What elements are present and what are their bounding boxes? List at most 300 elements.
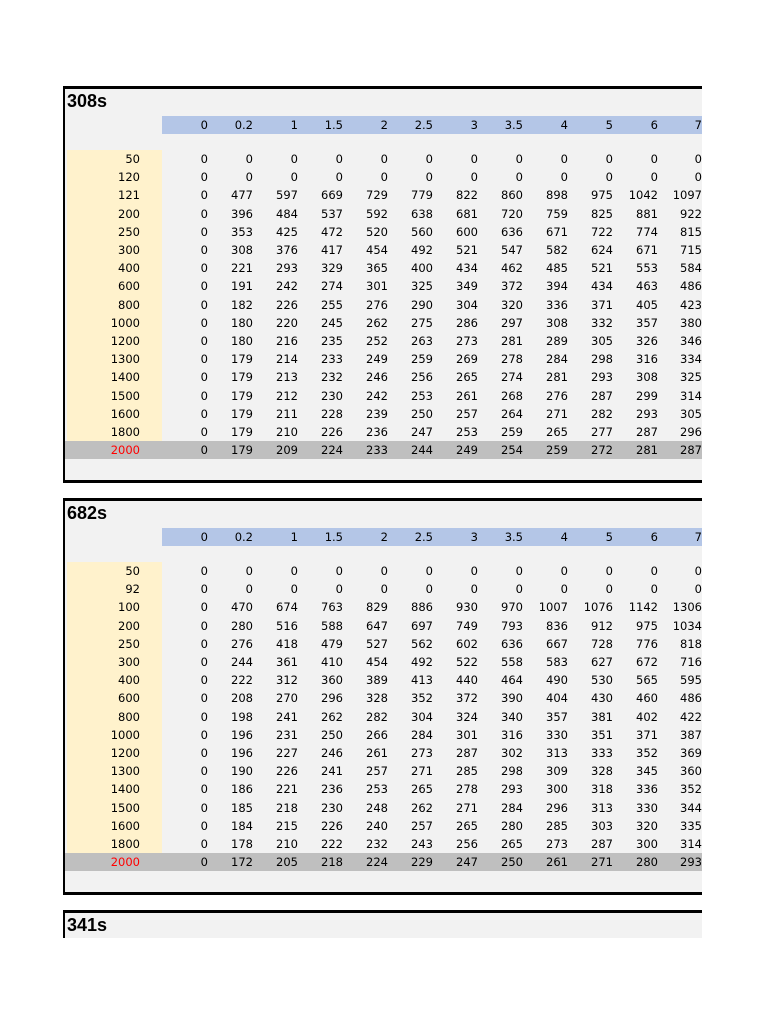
table-cell: 208 (231, 691, 253, 706)
table-cell: 252 (366, 334, 388, 348)
table-cell: 314 (680, 837, 702, 851)
table-cell: 627 (591, 655, 613, 669)
row-label: 600 (118, 691, 140, 706)
column-header: 5 (605, 118, 613, 132)
table-cell: 282 (591, 406, 613, 421)
table-cell: 265 (501, 837, 523, 851)
table-cell: 0 (425, 582, 433, 597)
table-cell: 0 (694, 170, 702, 185)
table-cell: 285 (456, 764, 478, 779)
table-cell: 460 (636, 691, 658, 706)
row-label: 250 (118, 636, 140, 651)
table-cell: 352 (636, 746, 658, 760)
table-cell: 477 (231, 188, 253, 203)
row-label: 300 (118, 655, 140, 669)
table-cell: 179 (231, 370, 253, 385)
table-cell: 0 (650, 582, 658, 597)
table-cell: 0 (200, 618, 208, 633)
table-cell: 376 (276, 243, 298, 257)
table-cell: 881 (636, 206, 658, 221)
table-cell: 293 (680, 855, 702, 870)
table-cell: 349 (456, 279, 478, 294)
table-cell: 239 (366, 406, 388, 421)
table-cell: 316 (636, 352, 658, 367)
table-cell: 0 (650, 170, 658, 185)
column-header: 7 (694, 530, 702, 544)
table-cell: 271 (546, 406, 568, 421)
table-cell: 0 (200, 406, 208, 421)
table-cell: 308 (636, 370, 658, 385)
table-cell: 0 (335, 152, 343, 166)
table-cell: 516 (276, 618, 298, 633)
table-cell: 230 (321, 800, 343, 815)
row-label: 1300 (110, 764, 140, 779)
column-header: 3.5 (504, 530, 523, 544)
block-title: 682s (67, 503, 108, 523)
table-cell: 301 (366, 279, 388, 294)
table-cell: 289 (546, 334, 568, 348)
table-cell: 304 (456, 297, 478, 312)
table-cell: 636 (501, 636, 523, 651)
table-cell: 352 (680, 782, 702, 797)
row-label: 1600 (110, 406, 140, 421)
table-cell: 464 (501, 673, 523, 688)
table-cell: 276 (231, 636, 253, 651)
block-title: 341s (67, 915, 108, 935)
table-cell: 196 (231, 746, 253, 760)
table-cell: 312 (276, 673, 298, 688)
table-cell: 0 (650, 564, 658, 578)
table-cell: 255 (321, 297, 343, 312)
row-label: 1200 (110, 334, 140, 348)
row-label: 1400 (110, 782, 140, 797)
table-cell: 521 (591, 261, 613, 276)
table-cell: 179 (231, 425, 253, 439)
table-cell: 0 (515, 170, 523, 185)
table-cell: 975 (636, 618, 658, 633)
table-cell: 822 (456, 188, 478, 203)
table-cell: 0 (200, 636, 208, 651)
table-cell: 191 (231, 279, 253, 294)
table-cell: 602 (456, 636, 478, 651)
table-cell: 205 (276, 855, 298, 870)
table-cell: 272 (591, 443, 613, 458)
table-cell: 729 (366, 188, 388, 203)
table-cell: 394 (546, 279, 568, 294)
table-cell: 361 (276, 655, 298, 669)
table-cell: 492 (411, 243, 433, 257)
table-cell: 273 (546, 837, 568, 851)
column-header: 0 (200, 118, 208, 132)
table-cell: 588 (321, 618, 343, 633)
table-cell: 329 (321, 261, 343, 276)
table-cell: 198 (231, 709, 253, 724)
table-cell: 600 (456, 224, 478, 239)
table-cell: 287 (636, 425, 658, 439)
table-cell: 583 (546, 655, 568, 669)
table-cell: 829 (366, 600, 388, 615)
table-cell: 0 (335, 170, 343, 185)
table-cell: 326 (636, 334, 658, 348)
table-cell: 330 (636, 800, 658, 815)
table-cell: 226 (276, 764, 298, 779)
table-cell: 308 (546, 315, 568, 330)
table-cell: 179 (231, 352, 253, 367)
table-cell: 0 (200, 855, 208, 870)
table-cell: 860 (501, 188, 523, 203)
table-cell: 597 (276, 188, 298, 203)
table-cell: 521 (456, 243, 478, 257)
table-cell: 922 (680, 206, 702, 221)
row-label: 121 (118, 188, 140, 203)
row-label: 1200 (110, 746, 140, 760)
column-header: 0.2 (234, 118, 253, 132)
table-cell: 278 (501, 352, 523, 367)
row-label: 1500 (110, 388, 140, 403)
table-cell: 254 (501, 443, 523, 458)
row-label: 1800 (110, 837, 140, 851)
table-cell: 0 (200, 655, 208, 669)
table-cell: 0 (560, 582, 568, 597)
table-cell: 179 (231, 443, 253, 458)
table-cell: 0 (425, 152, 433, 166)
table-cell: 245 (321, 315, 343, 330)
row-label: 1000 (110, 727, 140, 742)
table-cell: 1076 (583, 600, 613, 615)
table-cell: 434 (456, 261, 478, 276)
table-cell: 243 (411, 837, 433, 851)
table-cell: 336 (636, 782, 658, 797)
table-cell: 970 (501, 600, 523, 615)
table-cell: 263 (411, 334, 433, 348)
table-cell: 930 (456, 600, 478, 615)
table-cell: 402 (636, 709, 658, 724)
table-cell: 720 (501, 206, 523, 221)
table-cell: 0 (245, 170, 253, 185)
table-cell: 284 (546, 352, 568, 367)
table-cell: 280 (231, 618, 253, 633)
table-cell: 271 (456, 800, 478, 815)
table-cell: 0 (200, 152, 208, 166)
table-cell: 0 (560, 152, 568, 166)
table-cell: 389 (366, 673, 388, 688)
table-cell: 236 (321, 782, 343, 797)
table-cell: 462 (501, 261, 523, 276)
column-header: 1 (290, 118, 298, 132)
table-cell: 298 (591, 352, 613, 367)
table-cell: 276 (546, 388, 568, 403)
table-cell: 229 (411, 855, 433, 870)
table-cell: 0 (605, 582, 613, 597)
table-cell: 330 (546, 727, 568, 742)
table-cell: 484 (276, 206, 298, 221)
table-cell: 182 (231, 297, 253, 312)
table-cell: 0 (200, 600, 208, 615)
table-cell: 262 (321, 709, 343, 724)
table-cell: 303 (591, 818, 613, 833)
table-cell: 328 (591, 764, 613, 779)
table-cell: 779 (411, 188, 433, 203)
table-cell: 259 (411, 352, 433, 367)
table-cell: 0 (515, 564, 523, 578)
table-cell: 520 (366, 224, 388, 239)
table-cell: 697 (411, 618, 433, 633)
table-cell: 815 (680, 224, 702, 239)
table-cell: 0 (200, 582, 208, 597)
table-cell: 308 (231, 243, 253, 257)
table-cell: 372 (501, 279, 523, 294)
table-cell: 390 (501, 691, 523, 706)
table-cell: 0 (245, 152, 253, 166)
table-cell: 387 (680, 727, 702, 742)
column-header: 3 (470, 530, 478, 544)
table-cell: 232 (321, 370, 343, 385)
row-label: 2000 (110, 443, 140, 458)
table-cell: 0 (694, 564, 702, 578)
table-cell: 486 (680, 691, 702, 706)
table-cell: 218 (276, 800, 298, 815)
table-cell: 299 (636, 388, 658, 403)
table-cell: 302 (501, 746, 523, 760)
table-cell: 196 (231, 727, 253, 742)
table-cell: 250 (411, 406, 433, 421)
table-cell: 180 (231, 315, 253, 330)
table-cell: 340 (501, 709, 523, 724)
table-cell: 269 (456, 352, 478, 367)
table-cell: 247 (411, 425, 433, 439)
table-cell: 300 (546, 782, 568, 797)
table-cell: 281 (546, 370, 568, 385)
table-cell: 0 (290, 564, 298, 578)
table-cell: 0 (335, 582, 343, 597)
table-cell: 836 (546, 618, 568, 633)
table-cell: 210 (276, 837, 298, 851)
column-header: 3 (470, 118, 478, 132)
table-cell: 485 (546, 261, 568, 276)
table-cell: 0 (290, 152, 298, 166)
table-cell: 0 (380, 564, 388, 578)
table-cell: 284 (411, 727, 433, 742)
table-cell: 422 (680, 709, 702, 724)
table-cell: 410 (321, 655, 343, 669)
row-label: 50 (125, 564, 140, 578)
table-cell: 256 (411, 370, 433, 385)
table-cell: 404 (546, 691, 568, 706)
table-cell: 1306 (672, 600, 702, 615)
table-cell: 0 (515, 152, 523, 166)
column-header: 2.5 (414, 530, 433, 544)
table-cell: 0 (200, 315, 208, 330)
table-cell: 0 (200, 425, 208, 439)
table-cell: 226 (276, 297, 298, 312)
table-cell: 749 (456, 618, 478, 633)
table-cell: 0 (200, 691, 208, 706)
table-cell: 595 (680, 673, 702, 688)
table-cell: 218 (321, 855, 343, 870)
table-cell: 313 (591, 800, 613, 815)
table-cell: 369 (680, 746, 702, 760)
table-cell: 360 (680, 764, 702, 779)
row-label: 1000 (110, 315, 140, 330)
table-cell: 0 (200, 370, 208, 385)
table-cell: 179 (231, 388, 253, 403)
table-cell: 184 (231, 818, 253, 833)
table-cell: 344 (680, 800, 702, 815)
table-cell: 320 (636, 818, 658, 833)
table-cell: 558 (501, 655, 523, 669)
table-cell: 562 (411, 636, 433, 651)
table-cell: 293 (501, 782, 523, 797)
table-cell: 351 (591, 727, 613, 742)
table-cell: 235 (321, 334, 343, 348)
table-cell: 0 (200, 709, 208, 724)
row-label: 50 (125, 152, 140, 166)
column-header: 0.2 (234, 530, 253, 544)
table-cell: 345 (636, 764, 658, 779)
table-cell: 293 (591, 370, 613, 385)
table-cell: 405 (636, 297, 658, 312)
table-cell: 825 (591, 206, 613, 221)
table-cell: 360 (321, 673, 343, 688)
table-cell: 353 (231, 224, 253, 239)
row-label: 300 (118, 243, 140, 257)
table-cell: 280 (501, 818, 523, 833)
table-cell: 309 (546, 764, 568, 779)
table-cell: 259 (501, 425, 523, 439)
column-header: 2.5 (414, 118, 433, 132)
table-cell: 975 (591, 188, 613, 203)
table-cell: 325 (411, 279, 433, 294)
table-cell: 396 (231, 206, 253, 221)
table-cell: 209 (276, 443, 298, 458)
table-cell: 287 (456, 746, 478, 760)
table-cell: 0 (650, 152, 658, 166)
table-cell: 522 (456, 655, 478, 669)
table-cell: 0 (605, 564, 613, 578)
table-cell: 266 (366, 727, 388, 742)
row-label: 1300 (110, 352, 140, 367)
table-cell: 759 (546, 206, 568, 221)
table-cell: 334 (680, 352, 702, 367)
table-cell: 0 (200, 782, 208, 797)
table-cell: 297 (501, 315, 523, 330)
column-header: 4 (560, 118, 568, 132)
table-cell: 236 (366, 425, 388, 439)
column-header: 3.5 (504, 118, 523, 132)
table-cell: 763 (321, 600, 343, 615)
table-cell: 241 (276, 709, 298, 724)
block-title: 308s (67, 91, 108, 111)
row-label: 1800 (110, 425, 140, 439)
table-cell: 582 (546, 243, 568, 257)
table-cell: 0 (694, 152, 702, 166)
table-cell: 287 (591, 837, 613, 851)
table-cell: 296 (321, 691, 343, 706)
table-cell: 240 (366, 818, 388, 833)
table-cell: 0 (470, 564, 478, 578)
table-cell: 352 (411, 691, 433, 706)
table-cell: 253 (456, 425, 478, 439)
table-cell: 287 (591, 388, 613, 403)
table-cell: 216 (276, 334, 298, 348)
table-cell: 257 (456, 406, 478, 421)
table-block (63, 910, 702, 938)
row-label: 92 (125, 582, 140, 597)
row-label: 200 (118, 206, 140, 221)
table-cell: 372 (456, 691, 478, 706)
table-cell: 547 (501, 243, 523, 257)
table-cell: 273 (411, 746, 433, 760)
table-cell: 281 (501, 334, 523, 348)
row-label: 120 (118, 170, 140, 185)
column-header: 1.5 (324, 118, 343, 132)
table-cell: 300 (636, 837, 658, 851)
row-label: 1600 (110, 818, 140, 833)
table-cell: 1142 (628, 600, 658, 615)
table-cell: 262 (366, 315, 388, 330)
table-cell: 227 (276, 746, 298, 760)
table-cell: 215 (276, 818, 298, 833)
table-cell: 674 (276, 600, 298, 615)
table-cell: 220 (276, 315, 298, 330)
table-cell: 244 (411, 443, 433, 458)
table-cell: 430 (591, 691, 613, 706)
table-cell: 357 (546, 709, 568, 724)
table-cell: 275 (411, 315, 433, 330)
table-cell: 186 (231, 782, 253, 797)
column-header: 5 (605, 530, 613, 544)
table-cell: 0 (470, 152, 478, 166)
table-cell: 271 (411, 764, 433, 779)
column-header: 1.5 (324, 530, 343, 544)
table-cell: 261 (366, 746, 388, 760)
row-label: 400 (118, 673, 140, 688)
column-header: 0 (200, 530, 208, 544)
table-cell: 313 (546, 746, 568, 760)
table-cell: 0 (290, 582, 298, 597)
table-cell: 180 (231, 334, 253, 348)
table-cell: 314 (680, 388, 702, 403)
table-cell: 0 (380, 152, 388, 166)
table-cell: 259 (546, 443, 568, 458)
table-cell: 423 (680, 297, 702, 312)
table-cell: 0 (200, 279, 208, 294)
table-cell: 669 (321, 188, 343, 203)
table-cell: 210 (276, 425, 298, 439)
table-cell: 0 (200, 388, 208, 403)
table-cell: 265 (456, 818, 478, 833)
table-cell: 0 (200, 297, 208, 312)
row-label: 400 (118, 261, 140, 276)
table-cell: 0 (200, 564, 208, 578)
table-cell: 0 (200, 800, 208, 815)
table-cell: 380 (680, 315, 702, 330)
table-cell: 233 (321, 352, 343, 367)
table-cell: 213 (276, 370, 298, 385)
row-label: 800 (118, 709, 140, 724)
table-cell: 273 (456, 334, 478, 348)
table-cell: 296 (546, 800, 568, 815)
table-cell: 716 (680, 655, 702, 669)
table-cell: 371 (591, 297, 613, 312)
table-cell: 1042 (628, 188, 658, 203)
table-cell: 265 (411, 782, 433, 797)
row-label: 1500 (110, 800, 140, 815)
table-cell: 261 (456, 388, 478, 403)
table-cell: 226 (321, 425, 343, 439)
table-cell: 324 (456, 709, 478, 724)
table-cell: 242 (366, 388, 388, 403)
